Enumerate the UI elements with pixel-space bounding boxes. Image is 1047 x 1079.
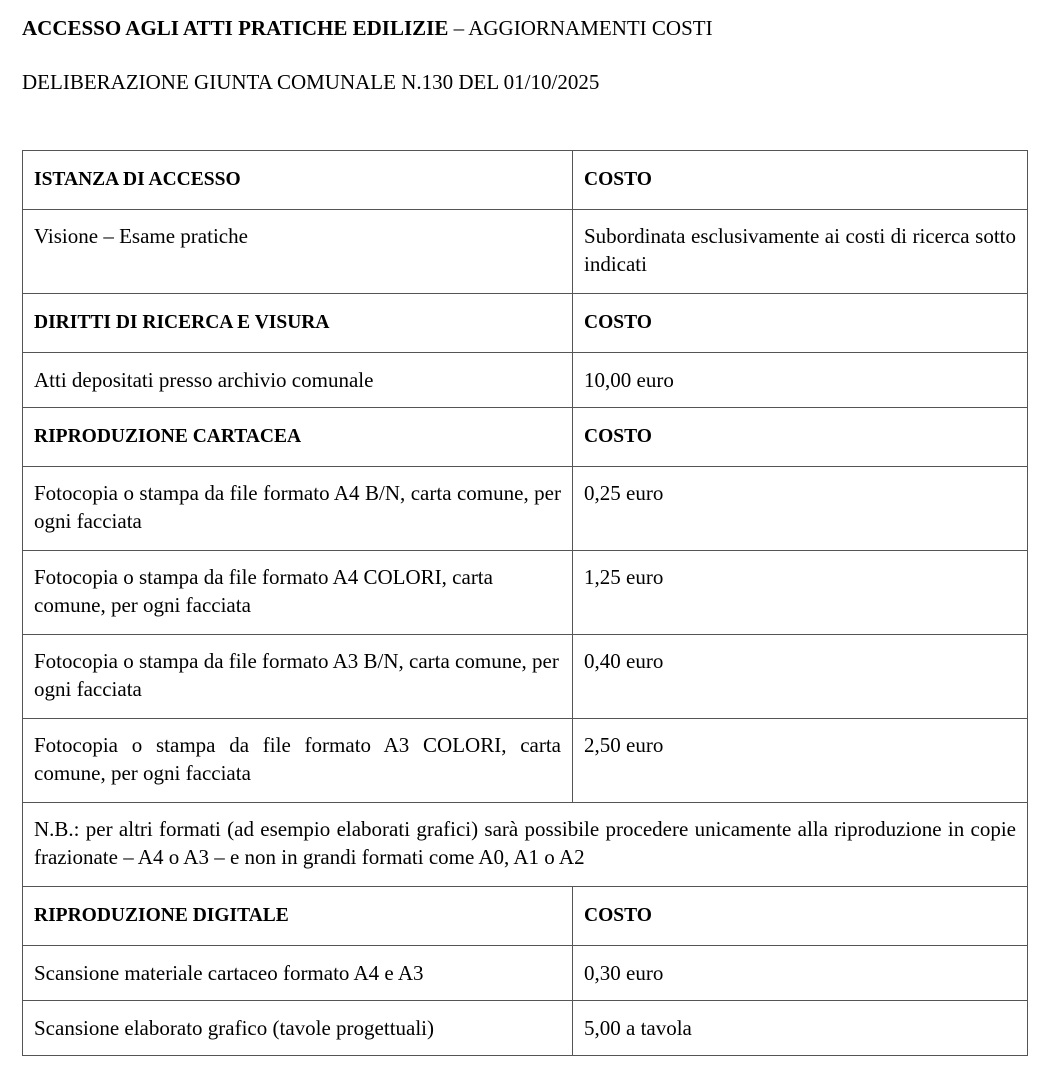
item-cell: Fotocopia o stampa da file formato A4 B/N, carta comune, per ogni facciata [23, 467, 573, 551]
table-row [23, 210, 1028, 294]
deliberation-reference: DELIBERAZIONE GIUNTA COMUNALE N.130 DEL 01/10/2025 [22, 70, 600, 94]
cost-cell: Subordinata esclusivamente ai costi di ricerca sotto indicati [573, 210, 1028, 294]
section-label: ISTANZA DI ACCESSO [23, 151, 573, 210]
cost-cell: 0,30 euro [573, 946, 1028, 1001]
table-row [23, 551, 1028, 635]
cost-cell: 1,25 euro [573, 551, 1028, 635]
section-header-cartacea [23, 408, 1028, 467]
costs-table [22, 150, 1028, 1056]
cost-cell: 0,25 euro [573, 467, 1028, 551]
item-cell: Scansione elaborato grafico (tavole progettuali) [23, 1001, 573, 1056]
item-cell: Visione – Esame pratiche [23, 210, 573, 294]
table-row [23, 467, 1028, 551]
section-label: RIPRODUZIONE DIGITALE [23, 887, 573, 946]
section-header-ricerca [23, 294, 1028, 353]
table-row [23, 353, 1028, 408]
cost-header: COSTO [573, 294, 1028, 353]
table-row [23, 946, 1028, 1001]
note-cell: N.B.: per altri formati (ad esempio elaborati grafici) sarà possibile procedere unicamente alla riproduzione in copie frazionate – A4 o A3 – e non in grandi formati come A0, A1 o A2 [23, 803, 1028, 887]
section-header-istanza [23, 151, 1028, 210]
cost-cell: 5,00 a tavola [573, 1001, 1028, 1056]
table-row [23, 719, 1028, 803]
document-title [22, 14, 713, 42]
item-cell: Fotocopia o stampa da file formato A3 B/N, carta comune, per ogni facciata [23, 635, 573, 719]
note-row [23, 803, 1028, 887]
title-bold: ACCESSO AGLI ATTI PRATICHE EDILIZIE [22, 16, 449, 40]
table-row [23, 635, 1028, 719]
cost-header: COSTO [573, 887, 1028, 946]
section-label: RIPRODUZIONE CARTACEA [23, 408, 573, 467]
section-header-digitale [23, 887, 1028, 946]
item-cell: Fotocopia o stampa da file formato A4 COLORI, carta comune, per ogni facciata [23, 551, 573, 635]
cost-cell: 2,50 euro [573, 719, 1028, 803]
item-cell: Atti depositati presso archivio comunale [23, 353, 573, 408]
title-rest: – AGGIORNAMENTI COSTI [448, 16, 713, 40]
section-label: DIRITTI DI RICERCA E VISURA [23, 294, 573, 353]
item-cell: Scansione materiale cartaceo formato A4 e A3 [23, 946, 573, 1001]
item-cell: Fotocopia o stampa da file formato A3 COLORI, carta comune, per ogni facciata [23, 719, 573, 803]
cost-header: COSTO [573, 408, 1028, 467]
cost-cell: 10,00 euro [573, 353, 1028, 408]
cost-header: COSTO [573, 151, 1028, 210]
cost-cell: 0,40 euro [573, 635, 1028, 719]
table-row [23, 1001, 1028, 1056]
